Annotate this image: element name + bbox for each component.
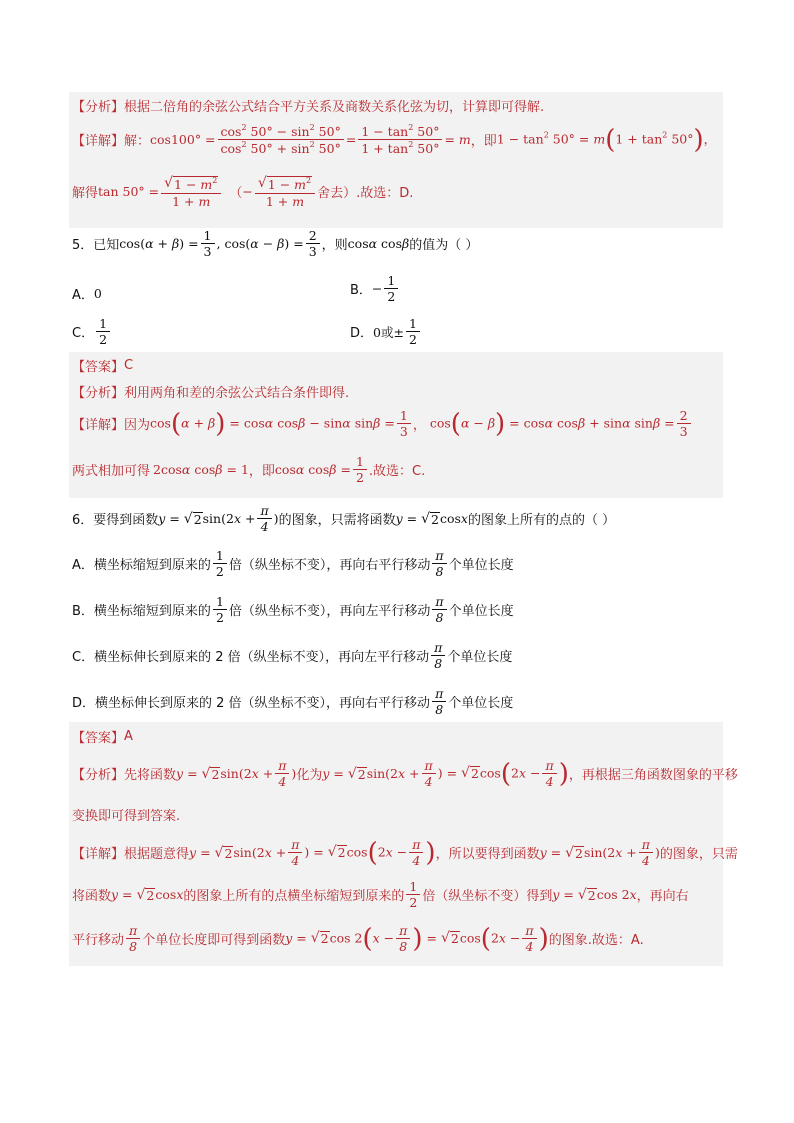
- q6-stem: 6．要得到函数 y = √ 2 sin(2x + $\frac{\pi}{4}$ ) 的图象，只需将函数 y = √ 2 cosx 的图象上所有的点的（ ）: [72, 503, 616, 535]
- q5-analysis-line: 【分析】 利用两角和差的余弦公式结合条件即得.: [72, 386, 350, 401]
- analysis-text: 根据二倍角的余弦公式结合平方关系及商数关系化弦为切，计算即可得解.: [124, 100, 545, 115]
- q5-option-a[interactable]: A． 0: [72, 286, 102, 303]
- q5-sum-line: 两式相加可得 2cosα cosβ = 1 ，即 cosα cosβ = $\frac{1}{2}$ .故选：C.: [72, 454, 426, 486]
- q4-result-line: 解得 tan 50° = √ $1 - m^2$ 1 + m （ − √ $1 - m^2$ 1 + m 舍去）.故选：D.: [72, 175, 414, 209]
- fraction-result: √ $1 - m^2$ 1 + m: [161, 176, 221, 208]
- q6-option-d[interactable]: D． 横坐标伸长到原来的 2 倍（纵坐标不变），再向右平行移动 $\frac{\pi}{8}$ 个单位长度: [72, 686, 514, 718]
- q5-option-c[interactable]: C． $\frac{1}{2}$: [72, 317, 112, 346]
- detail-tag: 【详解】: [72, 134, 125, 150]
- q6-analysis-line-2: 变换即可得到答案.: [72, 809, 181, 824]
- q6-option-c[interactable]: C． 横坐标伸长到原来的 2 倍（纵坐标不变），再向左平行移动 $\frac{\pi}{8}$ 个单位长度: [72, 640, 513, 672]
- q6-detail-line-3: 平行移动 $\frac{\pi}{8}$ 个单位长度即可得到函数 y = √ 2 cos 2(x − $\frac{\pi}{8}$ ) = √ 2 cos(2x − $\frac{\pi}{4}$ ) 的图象.故选：A.: [72, 923, 644, 955]
- q5-detail-line: 【详解】 因为 cos(α + β) = cosα cosβ − sinα sinβ = $\frac{1}{3}$ ， cos(α − β) = cosα cosβ + sinα sinβ = $\frac{2}{3}$: [72, 409, 693, 438]
- formula-cos100: cos100° =: [150, 132, 216, 148]
- detail-lead: 解：: [124, 134, 151, 150]
- q5-option-d[interactable]: D． 0或± $\frac{1}{2}$: [350, 317, 422, 346]
- answer-value: A: [124, 729, 133, 744]
- detail-mid: ，即: [470, 134, 497, 150]
- q6-answer-line: 【答案】 A: [72, 729, 133, 746]
- fraction-rejected: √ $1 - m^2$ 1 + m: [255, 176, 315, 208]
- q6-detail-line-2: 将函数 y = √ 2 cosx 的图象上所有的点横坐标缩短到原来的 $\frac{1}{2}$ 倍（纵坐标不变）得到 y = √ 2 cos 2x ，再向右: [72, 879, 689, 911]
- q4-analysis-line: [72, 96, 544, 115]
- q5-stem: 5．已知 cos(α + β) = $\frac{1}{3}$ , cos(α − β) = $\frac{2}{3}$ ，则 cosα cosβ 的值为（ ）: [72, 228, 479, 260]
- fraction-cos-sin: $\frac{\cos^2 50^\circ - \sin^2 50^\circ}{\cos^2 50^\circ + \sin^2 50^\circ}$: [218, 124, 344, 155]
- q6-option-a[interactable]: A． 横坐标缩短到原来的 $\frac{1}{2}$ 倍（纵坐标不变），再向右平行移动 $\frac{\pi}{8}$ 个单位长度: [72, 548, 514, 580]
- q5-option-b[interactable]: B． − $\frac{1}{2}$: [350, 274, 400, 303]
- fraction-tan: $\frac{1 - \tan^2 50^\circ}{1 + \tan^2 50^\circ}$: [358, 124, 442, 155]
- q4-detail-line: 【详解】 解： cos100° = $\frac{\cos^2 50^\circ - \sin^2 50^\circ}{\cos^2 50^\circ + \sin^2 50^\circ}$ = $\frac{1 - \tan^2 50^\circ}{1 + \tan^2 50^\circ}$ = m ，即 $1 - \tan^2 50^\circ = m(1 + \tan^2 50^\circ)$，: [72, 123, 717, 157]
- q6-detail-line: 【详解】 根据题意得 y = √ 2 sin(2x + $\frac{\pi}{4}$ ) = √ 2 cos(2x − $\frac{\pi}{4}$ ) ，所以要得到函数 y = √ 2 sin(2x + $\frac{\pi}{4}$ ) 的图象，只需: [72, 837, 738, 869]
- q5-answer-line: 【答案】 C: [72, 358, 134, 375]
- answer-value: C: [124, 358, 134, 373]
- result-close: 舍去）.故选：D.: [317, 186, 414, 202]
- q6-option-b[interactable]: B． 横坐标缩短到原来的 $\frac{1}{2}$ 倍（纵坐标不变），再向左平行移动 $\frac{\pi}{8}$ 个单位长度: [72, 594, 514, 626]
- analysis-tag: 【分析】: [72, 100, 125, 115]
- result-lead: 解得: [72, 186, 99, 202]
- q6-analysis-line: 【分析】 先将函数 y = √ 2 sin(2x + $\frac{\pi}{4}$ ) 化为 y = √ 2 sin(2x + $\frac{\pi}{4}$ ) = √ 2 cos(2x − $\frac{\pi}{4}$ ) ，再根据三角函数图象的平移: [72, 758, 738, 790]
- formula-equation: $1 - \tan^2 50^\circ = m(1 + \tan^2 50^\circ)$，: [496, 124, 717, 155]
